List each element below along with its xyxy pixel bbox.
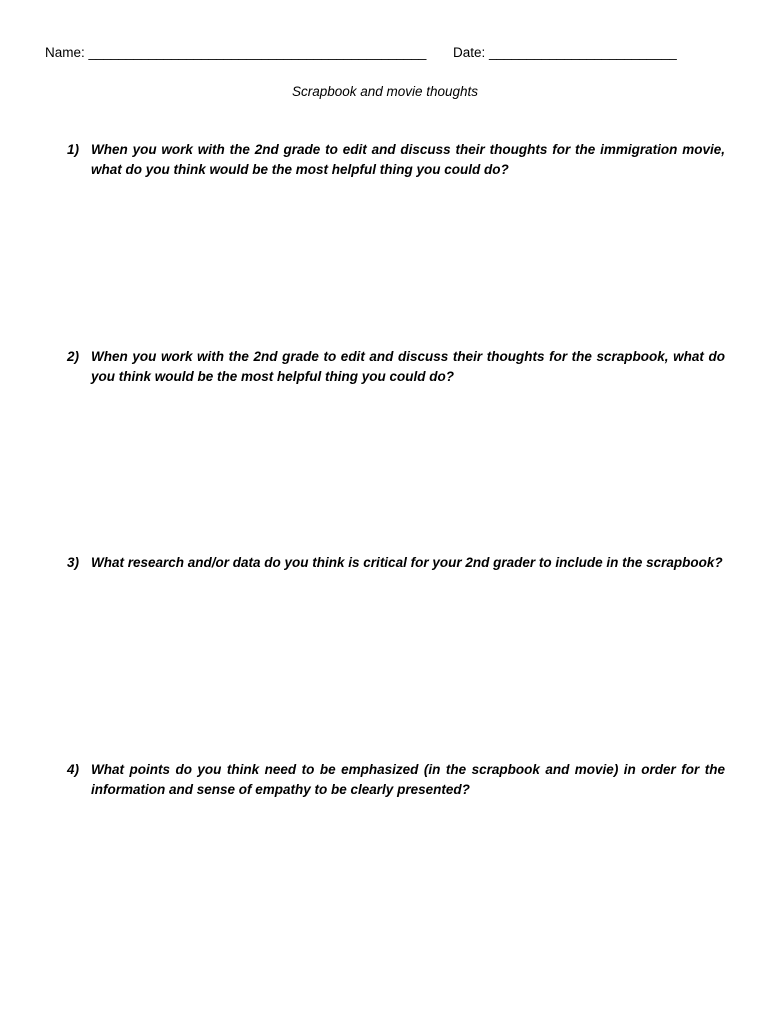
- question-number: 2): [67, 349, 80, 364]
- question-1: [67, 140, 725, 180]
- question-text: When you work with the 2nd grade to edit and discuss their thoughts for the scrapbook, what do you think would be the most helpful thing you could do?: [91, 349, 725, 384]
- question-2: [67, 347, 725, 387]
- question-number: 1): [67, 142, 80, 157]
- question-text: What research and/or data do you think is critical for your 2nd grader to include in the scrapbook?: [91, 555, 723, 570]
- question-number: 4): [67, 762, 80, 777]
- question-text: When you work with the 2nd grade to edit and discuss their thoughts for the immigration movie, what do you think would be the most helpful thing you could do?: [91, 142, 725, 177]
- question-text: What points do you think need to be emphasized (in the scrapbook and movie) in order for the information and sense of empathy to be clearly presented?: [91, 762, 725, 797]
- name-field: Name: _____________________________________________: [45, 45, 427, 60]
- question-number: 3): [67, 555, 80, 570]
- page-title: Scrapbook and movie thoughts: [291, 84, 479, 99]
- question-3: [67, 553, 725, 573]
- question-4: [67, 760, 725, 800]
- date-field: Date: _________________________: [453, 45, 677, 60]
